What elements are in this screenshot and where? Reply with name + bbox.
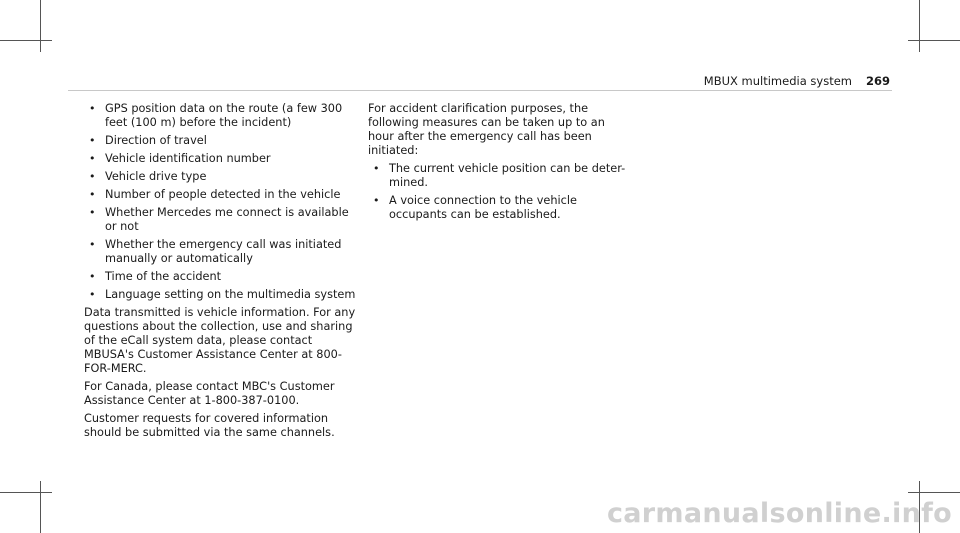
- right-bullet-list: [368, 162, 630, 222]
- list-item: • Vehicle identification number: [89, 152, 271, 165]
- crop-mark: [40, 481, 41, 533]
- header-divider: [68, 90, 892, 91]
- left-column: [84, 102, 356, 444]
- crop-mark: [0, 492, 52, 493]
- crop-mark: [919, 0, 920, 52]
- bullet-icon: •: [89, 170, 96, 183]
- crop-mark: [40, 0, 41, 52]
- bullet-icon: •: [89, 270, 96, 283]
- bullet-icon: •: [373, 162, 380, 175]
- bullet-icon: •: [89, 206, 96, 219]
- paragraph-accident-intro: For accident clarification purposes, the following measures can be taken up to an hour after the emergency call has been initiated:: [368, 102, 605, 157]
- paragraph-data-transmitted: Data transmitted is vehicle information. For any questions about the collection, use and sharing of the eCall system data, please contact MBUSA's Customer Assistance Center at 800-FOR-MERC.: [84, 306, 356, 375]
- list-item: • Whether Mercedes me connect is available or not: [89, 206, 349, 233]
- bullet-icon: •: [373, 194, 380, 207]
- watermark-text: carmanualsonline.info: [606, 498, 952, 529]
- list-item: • Language setting on the multimedia system: [89, 288, 356, 301]
- list-item: • GPS position data on the route (a few 300 feet (100 m) before the incident): [89, 102, 343, 129]
- list-item: • Number of people detected in the vehicle: [89, 188, 341, 201]
- bullet-icon: •: [89, 288, 96, 301]
- left-bullet-list: [84, 102, 356, 302]
- page-number: 269: [865, 74, 890, 88]
- page-header: [704, 74, 890, 88]
- right-column: [368, 102, 630, 226]
- bullet-icon: •: [89, 188, 96, 201]
- list-item: • A voice connection to the vehicle occupants can be established.: [373, 194, 577, 221]
- bullet-icon: •: [89, 152, 96, 165]
- list-item: • Vehicle drive type: [89, 170, 207, 183]
- bullet-icon: •: [89, 102, 96, 115]
- crop-mark: [908, 492, 960, 493]
- crop-mark: [0, 40, 52, 41]
- section-title: MBUX multimedia system: [703, 74, 852, 88]
- paragraph-customer-requests: Customer requests for covered information should be submitted via the same channels.: [84, 412, 335, 439]
- crop-mark: [908, 40, 960, 41]
- list-item: • Whether the emergency call was initiated manually or automatically: [89, 238, 342, 265]
- paragraph-canada-contact: For Canada, please contact MBC's Customer Assistance Center at 1-800-387-0100.: [84, 380, 335, 407]
- list-item: • Time of the accident: [89, 270, 222, 283]
- bullet-icon: •: [89, 134, 96, 147]
- bullet-icon: •: [89, 238, 96, 251]
- list-item: • Direction of travel: [89, 134, 207, 147]
- list-item: • The current vehicle position can be deter-mined.: [373, 162, 626, 189]
